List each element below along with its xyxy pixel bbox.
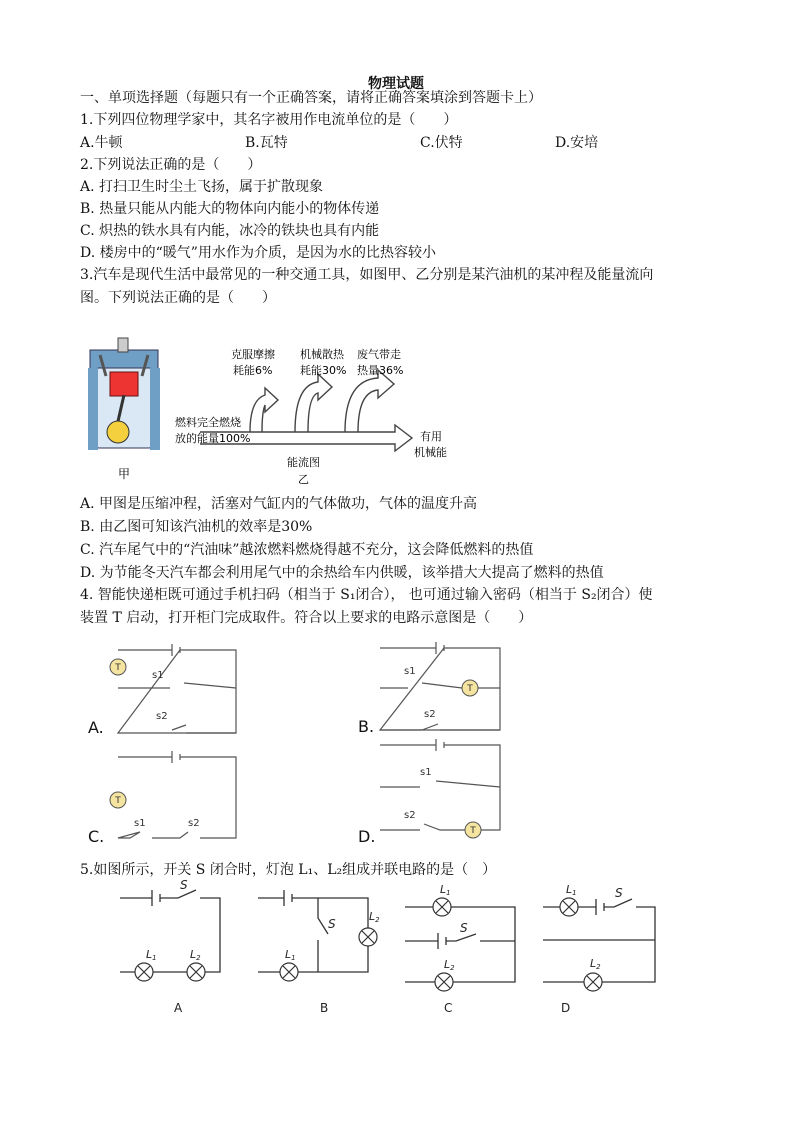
- lamp-label-l2: L2: [369, 910, 380, 924]
- useful-energy-line2: 机械能: [414, 446, 447, 459]
- q4-stem-line2: 装置 T 启动，打开柜门完成取件。符合以上要求的电路示意图是（ ）: [80, 610, 533, 626]
- switch-s-label: S: [180, 878, 188, 892]
- lamp-label-l1: L1: [285, 948, 296, 962]
- option-label-c[interactable]: C.: [88, 827, 105, 846]
- q3-stem-line1: 3.汽车是现代生活中最常见的一种交通工具，如图甲、乙分别是某汽油机的某冲程及能量流向: [80, 267, 654, 283]
- q1-option-c[interactable]: C.伏特: [420, 135, 463, 151]
- q3-stem-line2: 图。下列说法正确的是（ ）: [80, 290, 276, 306]
- switch-label-s2: s2: [188, 818, 200, 829]
- q5-stem: 5.如图所示，开关 S 闭合时，灯泡 L₁、L₂组成并联电路的是（ ）: [80, 862, 497, 878]
- lamp-label-l2: L2: [444, 958, 455, 972]
- lamp-label-l2: L2: [590, 957, 601, 971]
- q2-option-b[interactable]: B. 热量只能从内能大的物体向内能小的物体传递: [80, 201, 380, 217]
- loss-exhaust-line1: 废气带走: [357, 348, 401, 361]
- q3-option-a[interactable]: A. 甲图是压缩冲程，活塞对气缸内的气体做功，气体的温度升高: [80, 496, 478, 512]
- q5-option-b[interactable]: B: [320, 1001, 329, 1015]
- loss-friction-line1: 克服摩擦: [231, 348, 275, 361]
- loss-heat-line2: 耗能30%: [300, 364, 347, 377]
- t-label: T: [115, 796, 121, 806]
- option-label-d[interactable]: D.: [358, 827, 376, 846]
- q3-option-d[interactable]: D. 为节能冬天汽车都会利用尾气中的余热给车内供暖，该举措大大提高了燃料的热值: [80, 565, 604, 581]
- q5-circuit-a-wires: [120, 890, 220, 972]
- switch-label-s1: s1: [152, 670, 164, 681]
- section-heading: 一、单项选择题（每题只有一个正确答案，请将正确答案填涂到答题卡上）: [80, 90, 542, 106]
- switch-s-label: S: [460, 921, 468, 935]
- input-energy-line1: 燃料完全燃烧: [175, 416, 241, 429]
- q5-circuit-b-wires: [258, 898, 368, 972]
- q2-stem: 2.下列说法正确的是（ ）: [80, 157, 262, 173]
- option-label-b[interactable]: B.: [358, 717, 375, 736]
- t-label: T: [115, 663, 121, 673]
- switch-s-label: S: [615, 886, 623, 900]
- lamp-label-l1: L1: [440, 883, 451, 897]
- lamp-label-l2: L2: [190, 948, 201, 962]
- q3-option-b[interactable]: B. 由乙图可知该汽油机的效率是30%: [80, 519, 313, 535]
- switch-label-s2: s2: [424, 709, 436, 720]
- t-label: T: [467, 684, 473, 694]
- fig-yi-label: 乙: [298, 473, 309, 486]
- q5-option-d[interactable]: D: [561, 1001, 571, 1015]
- q1-option-d[interactable]: D.安培: [555, 135, 599, 151]
- lamp-label-l1: L1: [146, 948, 157, 962]
- loss-exhaust-line2: 热量36%: [357, 364, 404, 377]
- useful-energy-line1: 有用: [420, 430, 442, 443]
- q4-stem-line1: 4. 智能快递柜既可通过手机扫码（相当于 S₁闭合）， 也可通过输入密码（相当于 S₂闭合）使: [80, 587, 653, 603]
- q1-option-b[interactable]: B.瓦特: [245, 135, 288, 151]
- q5-option-a[interactable]: A: [174, 1001, 183, 1015]
- lamp-label-l1: L1: [566, 883, 577, 897]
- q1-stem: 1.下列四位物理学家中，其名字被用作电流单位的是（ ）: [80, 112, 458, 128]
- switch-label-s1: s1: [134, 818, 146, 829]
- flow-chart-title: 能流图: [287, 456, 320, 469]
- switch-label-s1: s1: [420, 767, 432, 778]
- loss-friction-line2: 耗能6%: [233, 364, 273, 377]
- switch-s-label: S: [328, 917, 336, 931]
- q3-option-c[interactable]: C. 汽车尾气中的“汽油味”越浓燃料燃烧得越不充分，这会降低燃料的热值: [80, 542, 534, 558]
- input-energy-line2: 放的能量100%: [175, 432, 251, 445]
- q2-option-d[interactable]: D. 楼房中的“暖气”用水作为介质，是因为水的比热容较小: [80, 245, 436, 261]
- q1-option-a[interactable]: A.牛顿: [80, 135, 123, 151]
- loss-heat-line1: 机械散热: [300, 348, 344, 361]
- t-label: T: [470, 826, 476, 836]
- q2-option-a[interactable]: A. 打扫卫生时尘土飞扬，属于扩散现象: [80, 179, 324, 195]
- switch-label-s2: s2: [404, 810, 416, 821]
- q5-option-c[interactable]: C: [444, 1001, 453, 1015]
- option-label-a[interactable]: A.: [88, 718, 104, 737]
- q2-option-c[interactable]: C. 炽热的铁水具有内能，冰冷的铁块也具有内能: [80, 223, 380, 239]
- switch-label-s2: s2: [156, 711, 168, 722]
- page-title: 物理试题: [368, 76, 424, 92]
- q5-circuit-c-wires: [405, 907, 515, 982]
- fig-jia-label: 甲: [118, 467, 131, 481]
- switch-label-s1: s1: [404, 666, 416, 677]
